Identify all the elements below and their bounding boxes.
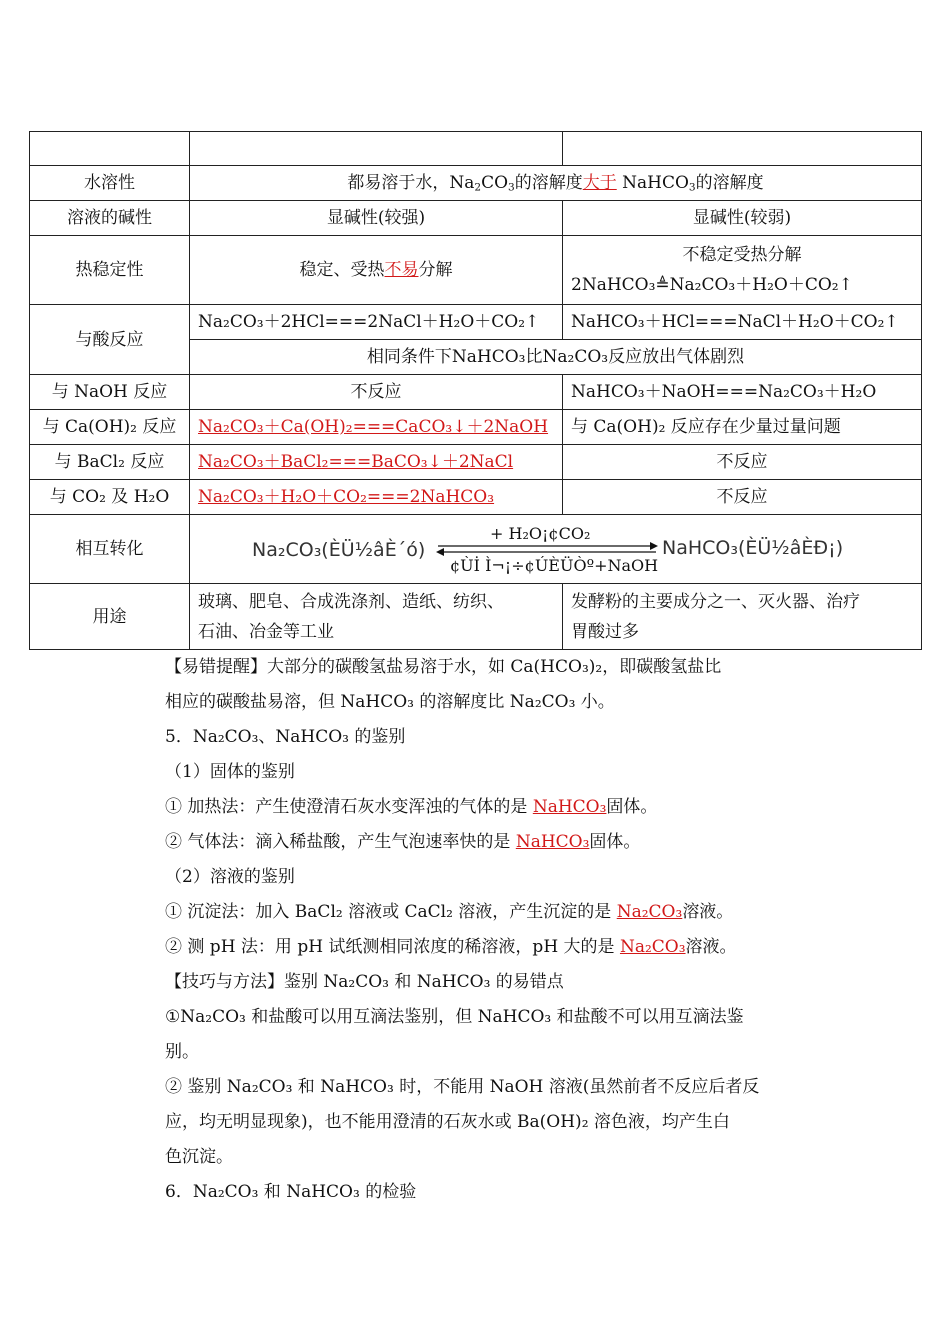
table-row	[30, 410, 922, 445]
tip-2-line-1: ② 鉴别 Na₂CO₃ 和 NaHCO₃ 时，不能用 NaOH 溶液(虽然前者不反应后者反	[165, 1077, 760, 1097]
header-cell	[563, 132, 922, 166]
warning-line-2: 相应的碳酸盐易溶，但 NaHCO₃ 的溶解度比 Na₂CO₃ 小。	[165, 692, 615, 712]
text: ① 加热法：产生使澄清石灰水变浑浊的气体的是	[165, 797, 533, 817]
nahco3-cell	[563, 236, 922, 305]
nahco3-cell: NaHCO₃＋NaOH===Na₂CO₃＋H₂O	[563, 375, 922, 410]
table-row	[30, 305, 922, 340]
conversion-bottom-condition: ¢Ùİ Ì¬¡÷¢ÚÈÜÒº+NaOH	[450, 556, 659, 575]
equation: 2NaHCO₃≜Na₂CO₃＋H₂O＋CO₂↑	[571, 275, 853, 295]
na2co3-cell: Na₂CO₃＋2HCl===2NaCl＋H₂O＋CO₂↑	[190, 305, 563, 340]
row-label: 溶液的碱性	[30, 201, 190, 236]
method-precipitate	[165, 896, 733, 928]
comparison-table	[29, 131, 922, 650]
table-row	[30, 236, 922, 305]
tip-2-line-3: 色沉淀。	[165, 1147, 233, 1167]
na2co3-cell	[190, 236, 563, 305]
nahco3-cell: 不反应	[563, 445, 922, 480]
conversion-top-condition: + H₂O¡¢CO₂	[490, 524, 591, 543]
text: ② 气体法：滴入稀盐酸，产生气泡速率快的是	[165, 832, 516, 852]
row-label: 与 CO₂ 及 H₂O	[30, 480, 190, 515]
method-ph	[165, 931, 737, 963]
row-label: 热稳定性	[30, 236, 190, 305]
answer-highlight: Na₂CO₃＋H₂O＋CO₂===2NaHCO₃	[198, 487, 495, 507]
subsection-solid: （1）固体的鉴别	[165, 762, 295, 782]
table-row	[30, 515, 922, 584]
nahco3-cell: 与 Ca(OH)₂ 反应存在少量过量问题	[563, 410, 922, 445]
table-row	[30, 166, 922, 201]
answer-highlight: Na₂CO₃＋Ca(OH)₂===CaCO₃↓＋2NaOH	[198, 417, 549, 437]
text: ① 沉淀法：加入 BaCl₂ 溶液或 CaCl₂ 溶液，产生沉淀的是	[165, 902, 617, 922]
conversion-cell	[190, 515, 922, 584]
text: 发酵粉的主要成分之一、灭火器、治疗	[571, 591, 860, 612]
tip-1-line-2: 别。	[165, 1042, 199, 1062]
method-heating	[165, 791, 657, 823]
nahco3-cell: 不反应	[563, 480, 922, 515]
method-gas	[165, 826, 640, 858]
text: 稳定、受热	[299, 260, 385, 280]
na2co3-cell: 显碱性(较强)	[190, 201, 563, 236]
text: 不稳定受热分解	[682, 245, 802, 265]
answer-highlight: NaHCO₃	[515, 832, 590, 852]
text: 的溶解度	[514, 173, 583, 193]
sub: 2	[474, 181, 482, 194]
text: 的溶解度	[695, 173, 764, 193]
solubility-cell	[190, 166, 922, 201]
text: NaHCO	[622, 173, 689, 193]
row-label: 与 BaCl₂ 反应	[30, 445, 190, 480]
text: ② 测 pH 法：用 pH 试纸测相同浓度的稀溶液，pH 大的是	[165, 937, 620, 957]
table-row	[30, 375, 922, 410]
table-row	[30, 584, 922, 650]
warning-line-1: 【易错提醒】大部分的碳酸氢盐易溶于水，如 Ca(HCO₃)₂，即碳酸氢盐比	[165, 657, 722, 677]
tip-1-line-1: ①Na₂CO₃ 和盐酸可以用互滴法鉴别，但 NaHCO₃ 和盐酸不可以用互滴法鉴	[165, 1007, 744, 1027]
tip-2-line-2: 应，均无明显现象)，也不能用澄清的石灰水或 Ba(OH)₂ 溶色液，均产生白	[165, 1112, 730, 1132]
text: 玻璃、肥皂、合成洗涤剂、造纸、纺织、	[198, 591, 504, 612]
text: 分解	[418, 260, 453, 280]
answer-highlight: Na₂CO₃	[616, 902, 683, 922]
answer-highlight: NaHCO₃	[532, 797, 607, 817]
section-5-heading: 5．Na₂CO₃、NaHCO₃ 的鉴别	[165, 727, 406, 747]
row-label: 水溶性	[30, 166, 190, 201]
table-row	[30, 201, 922, 236]
answer-highlight: 不易	[384, 260, 419, 280]
header-cell	[30, 132, 190, 166]
section-6-heading: 6．Na₂CO₃ 和 NaHCO₃ 的检验	[165, 1182, 417, 1202]
answer-highlight: 大于	[582, 173, 617, 193]
answer-highlight: Na₂CO₃	[619, 937, 686, 957]
text: CO	[481, 173, 509, 193]
sub: 3	[688, 181, 696, 194]
conversion-diagram	[190, 517, 921, 581]
nahco3-cell: NaHCO₃＋HCl===NaCl＋H₂O＋CO₂↑	[563, 305, 922, 340]
nahco3-cell	[563, 584, 922, 650]
sub: 3	[508, 181, 515, 194]
conversion-left: Na₂CO₃(ÈÜ½âÈ´ó)	[252, 539, 426, 561]
tip-heading: 【技巧与方法】鉴别 Na₂CO₃ 和 NaHCO₃ 的易错点	[165, 972, 564, 992]
header-row	[30, 132, 922, 166]
text: 溶液。	[682, 902, 734, 922]
header-cell	[190, 132, 563, 166]
text: 溶液。	[685, 937, 737, 957]
text: 石油、冶金等工业	[198, 621, 334, 642]
table-row	[30, 445, 922, 480]
row-label: 与酸反应	[30, 305, 190, 375]
row-label: 与 NaOH 反应	[30, 375, 190, 410]
answer-highlight: Na₂CO₃＋BaCl₂===BaCO₃↓＋2NaCl	[198, 452, 514, 472]
subsection-solution: （2）溶液的鉴别	[165, 867, 295, 887]
na2co3-cell: 不反应	[190, 375, 563, 410]
acid-note-cell: 相同条件下NaHCO₃比Na₂CO₃反应放出气体剧烈	[190, 340, 922, 375]
text: 胃酸过多	[571, 621, 639, 642]
nahco3-cell: 显碱性(较弱)	[563, 201, 922, 236]
na2co3-cell	[190, 480, 563, 515]
conversion-right: NaHCO₃(ÈÜ½âÈÐ¡)	[662, 537, 844, 559]
row-label: 与 Ca(OH)₂ 反应	[30, 410, 190, 445]
text: 都易溶于水，Na	[347, 173, 475, 193]
text: 固体。	[606, 797, 658, 817]
text: 固体。	[589, 832, 641, 852]
table-row	[30, 480, 922, 515]
na2co3-cell	[190, 584, 563, 650]
na2co3-cell	[190, 445, 563, 480]
row-label: 用途	[30, 584, 190, 650]
na2co3-cell	[190, 410, 563, 445]
row-label: 相互转化	[30, 515, 190, 584]
